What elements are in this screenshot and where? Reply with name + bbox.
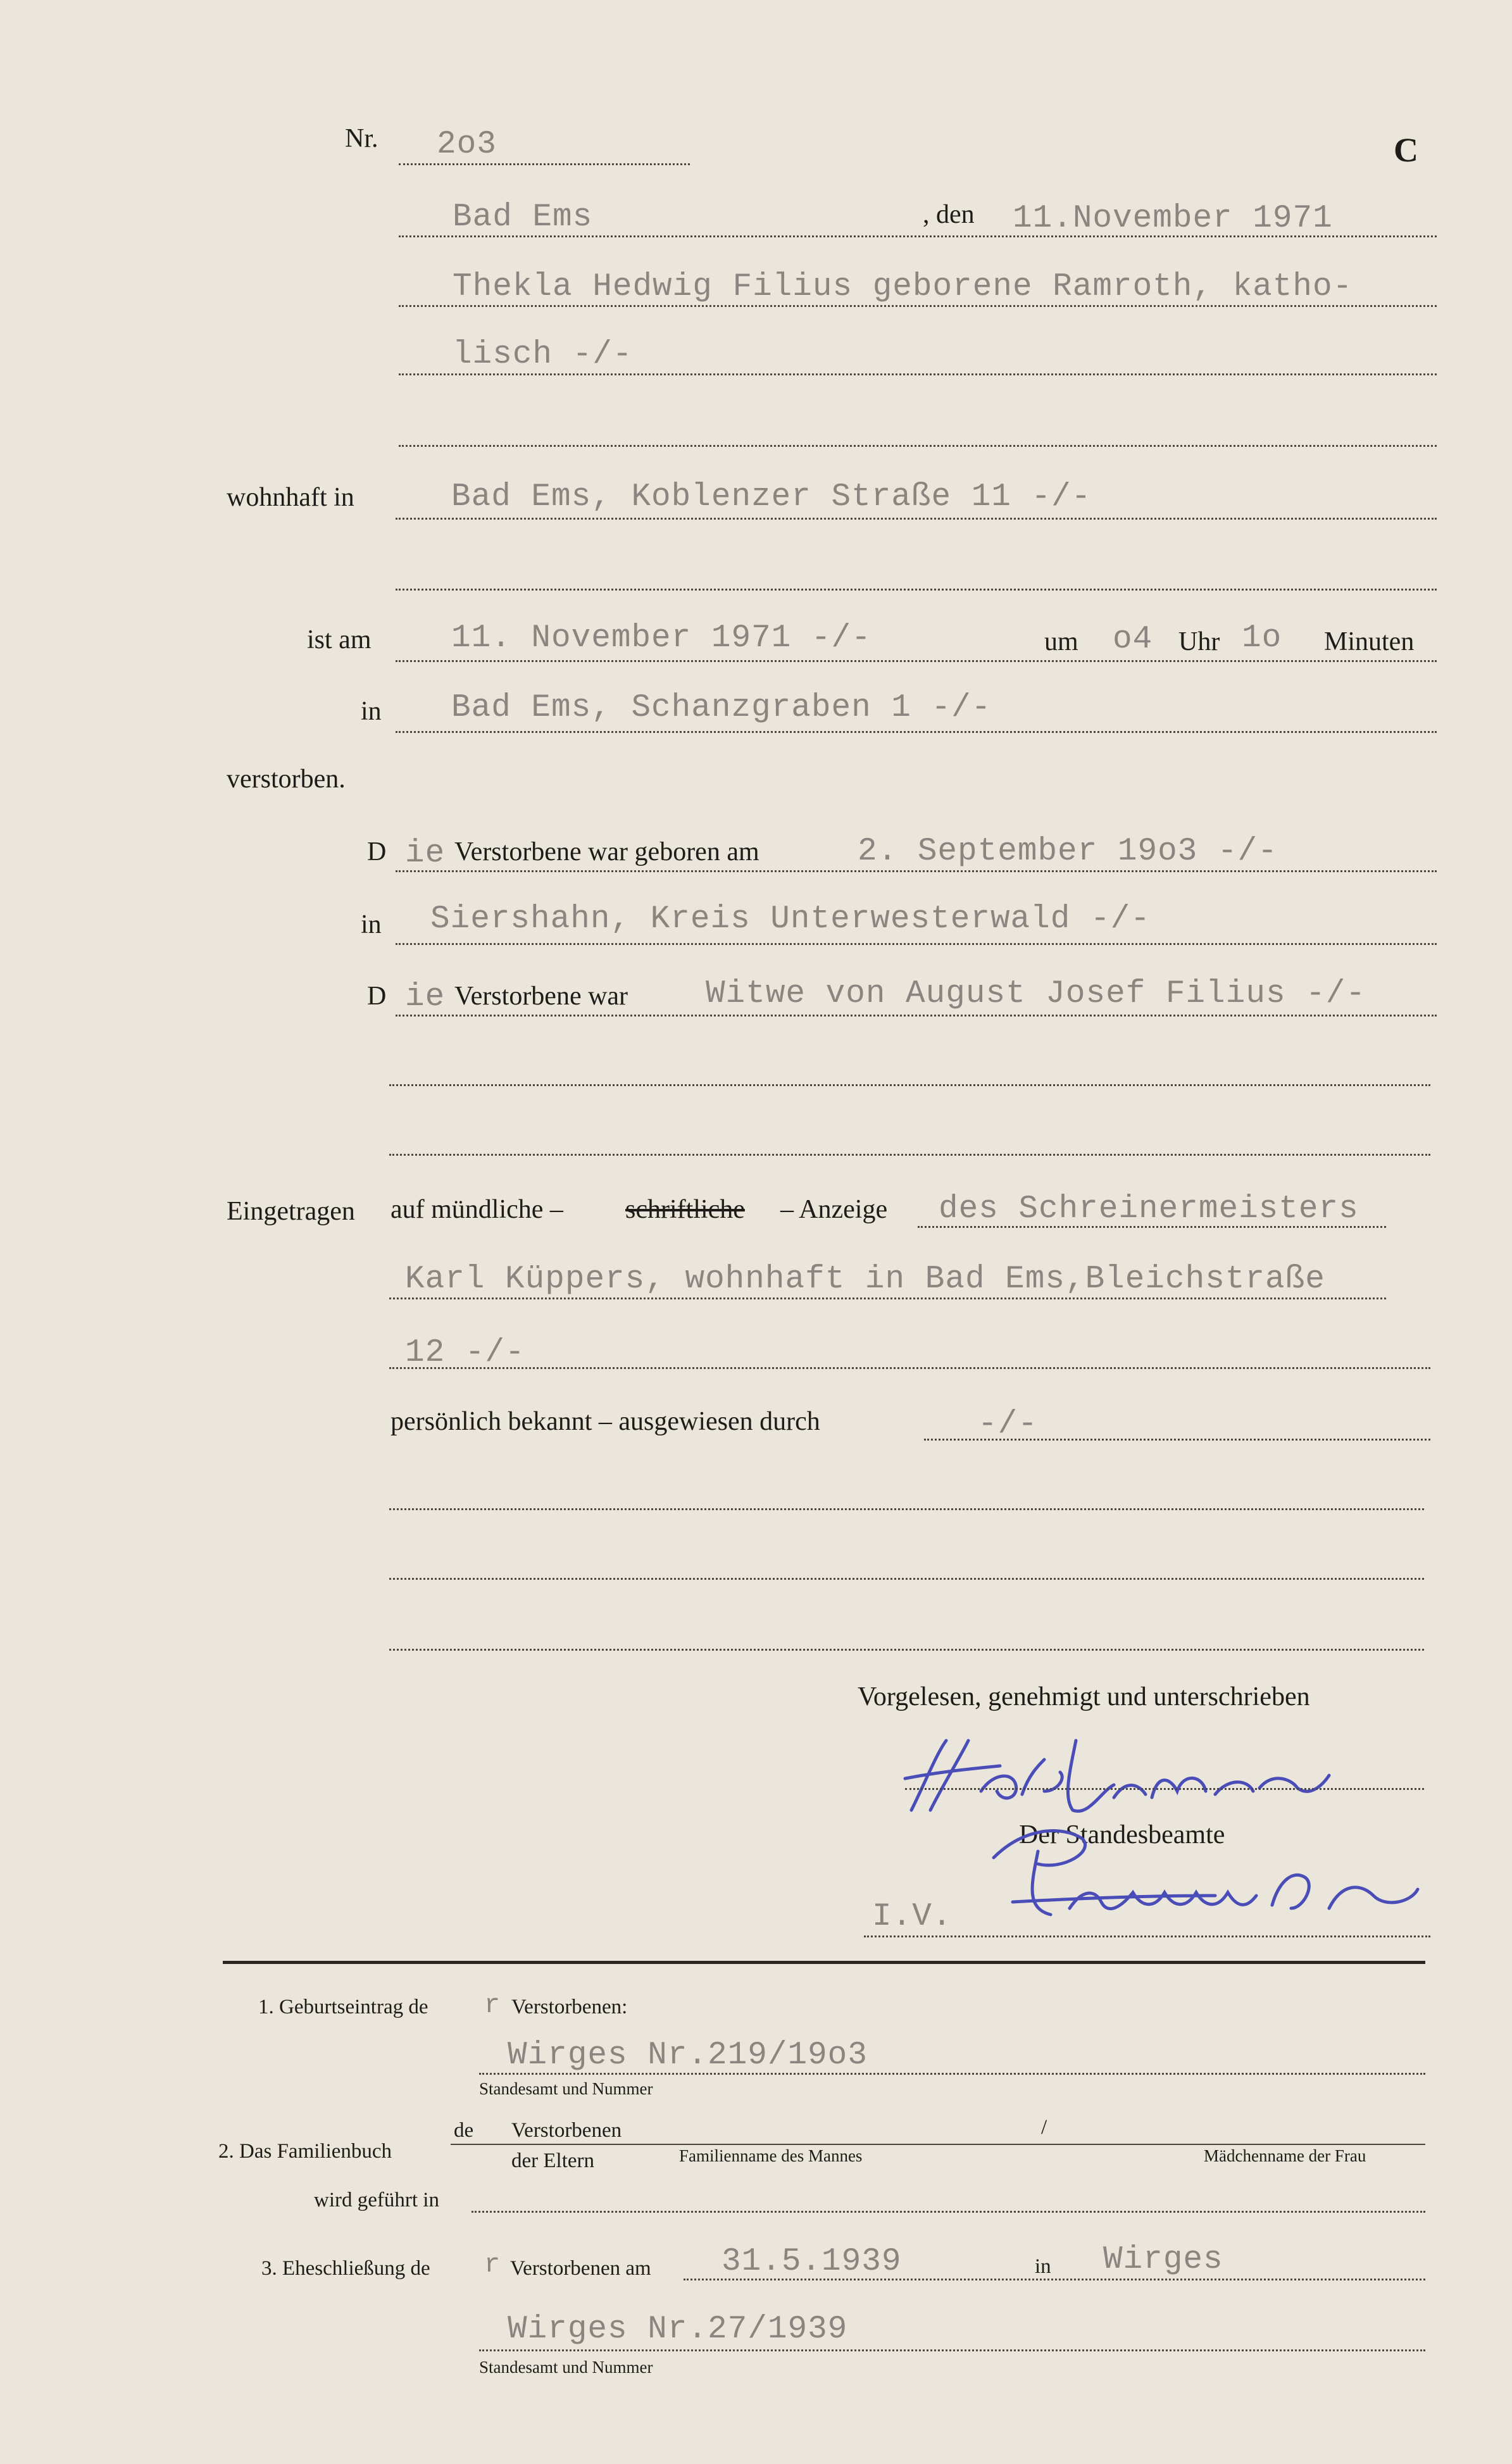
death-place-value: Bad Ems, Schanzgraben 1 -/-: [451, 690, 992, 726]
footer-item2-verstorbenen: Verstorbenen: [511, 2119, 622, 2142]
birth-in-label: in: [361, 910, 382, 939]
status-d-fill: ie: [405, 979, 446, 1015]
registrar-signature: [975, 1813, 1430, 1940]
deceased-line-1-rule: [399, 305, 1437, 307]
place-date-line: [399, 235, 1437, 237]
deceased-line-3-rule: [399, 445, 1437, 447]
death-in-label: in: [361, 697, 382, 726]
footer-item2-de: de: [454, 2119, 474, 2142]
ist-am-label: ist am: [307, 625, 372, 654]
informant-rule-1: [918, 1226, 1386, 1228]
standesamt-caption-2: Standesamt und Nummer: [479, 2358, 653, 2377]
footer-item3-value: Wirges Nr.27/1939: [508, 2311, 848, 2348]
footer-item3-suffix: Verstorbenen am: [510, 2257, 651, 2280]
informant-line-2: Karl Küppers, wohnhaft in Bad Ems,Bleichstraße: [405, 1261, 1325, 1298]
registrar-signature-line: [864, 1936, 1430, 1937]
death-date-line: [396, 660, 1437, 662]
status-line-2: [389, 1084, 1430, 1086]
form-letter: C: [1394, 131, 1418, 169]
footer-item1-label: 1. Geburtseintrag de: [258, 1996, 428, 2018]
death-hour-value: o4: [1113, 622, 1153, 658]
death-date-value: 11. November 1971 -/-: [451, 620, 872, 656]
nr-line: [399, 163, 690, 165]
footer-item3-value-line: [479, 2349, 1425, 2351]
birth-date-line: [396, 870, 1437, 872]
bekannt-value: -/-: [978, 1406, 1038, 1442]
bekannt-label: persönlich bekannt – ausgewiesen durch: [390, 1407, 820, 1436]
informant-line-1: des Schreinermeisters: [939, 1191, 1359, 1227]
muendliche-label: auf mündliche –: [390, 1195, 563, 1224]
footer-item3-date: 31.5.1939: [722, 2244, 902, 2280]
footer-item2-wird: wird geführt in: [314, 2189, 439, 2211]
iv-label: I.V.: [872, 1899, 953, 1935]
birth-date-value: 2. September 19o3 -/-: [858, 834, 1278, 870]
footer-item1-value: Wirges Nr.219/19o3: [508, 2037, 868, 2073]
footer-item3-label: 3. Eheschließung de: [261, 2257, 430, 2280]
footer-item3-fill: r: [484, 2249, 501, 2280]
residence-value: Bad Ems, Koblenzer Straße 11 -/-: [451, 479, 1092, 515]
standesbeamte-label: Der Standesbeamte: [1019, 1820, 1225, 1849]
blank-line-3: [389, 1649, 1424, 1651]
status-label: Verstorbene war: [454, 982, 628, 1011]
blank-line-1: [389, 1508, 1424, 1510]
footer-separator: [223, 1961, 1425, 1964]
footer-item2-wird-line: [472, 2211, 1425, 2213]
maedchenname-caption: Mädchenname der Frau: [1204, 2146, 1366, 2165]
informant-signature: [886, 1715, 1342, 1829]
familienname-caption: Familienname des Mannes: [679, 2146, 863, 2165]
status-d-label: D: [367, 982, 387, 1011]
date-value: 11.November 1971: [1013, 201, 1333, 237]
schriftliche-label: schriftliche: [625, 1195, 745, 1224]
verstorben-label: verstorben.: [227, 765, 346, 794]
footer-item2-label: 2. Das Familienbuch: [218, 2140, 392, 2163]
informant-line-3: 12 -/-: [405, 1335, 525, 1371]
footer-item3-in: in: [1035, 2255, 1051, 2278]
vorgelesen-label: Vorgelesen, genehmigt und unterschrieben: [858, 1682, 1310, 1711]
informant-rule-3: [389, 1367, 1430, 1369]
deceased-line-2: lisch -/-: [453, 337, 633, 373]
nr-label: Nr.: [345, 124, 378, 153]
uhr-label: Uhr: [1178, 627, 1220, 656]
bekannt-line: [924, 1439, 1430, 1441]
footer-item1-line: [479, 2073, 1425, 2075]
birth-d-fill: ie: [405, 835, 446, 872]
status-line: [396, 1015, 1437, 1016]
blank-line-2: [389, 1578, 1424, 1580]
residence-line-2: [396, 589, 1437, 591]
nr-value: 2o3: [437, 127, 497, 163]
footer-item3-line: [684, 2279, 1425, 2280]
informant-rule-2: [389, 1298, 1386, 1299]
status-value: Witwe von August Josef Filius -/-: [706, 976, 1366, 1012]
birth-place-line: [396, 943, 1437, 945]
deceased-line-1: Thekla Hedwig Filius geborene Ramroth, katho-: [453, 269, 1353, 305]
eingetragen-label: Eingetragen: [227, 1197, 355, 1226]
place-value: Bad Ems: [453, 199, 593, 235]
footer-item2-eltern: der Eltern: [511, 2149, 595, 2172]
death-place-line: [396, 731, 1437, 733]
footer-item2-slash: /: [1041, 2116, 1047, 2139]
standesamt-caption-1: Standesamt und Nummer: [479, 2079, 653, 2098]
residence-line: [396, 518, 1437, 520]
footer-item2-fraction: [451, 2144, 1425, 2145]
birth-d-label: D: [367, 837, 387, 866]
um-label: um: [1044, 627, 1078, 656]
residence-label: wohnhaft in: [227, 483, 354, 512]
death-minute-value: 1o: [1242, 620, 1282, 656]
den-label: , den: [923, 200, 975, 229]
birth-label: Verstorbene war geboren am: [454, 837, 759, 866]
birth-place-value: Siershahn, Kreis Unterwesterwald -/-: [430, 901, 1151, 937]
footer-item3-place: Wirges: [1103, 2242, 1223, 2278]
status-line-3: [389, 1154, 1430, 1156]
footer-item1-fill: r: [484, 1990, 501, 2020]
anzeige-label: – Anzeige: [780, 1195, 888, 1224]
deceased-line-2-rule: [399, 373, 1437, 375]
minuten-label: Minuten: [1324, 627, 1415, 656]
informant-signature-line: [905, 1788, 1424, 1790]
footer-item1-suffix: Verstorbenen:: [511, 1996, 628, 2018]
